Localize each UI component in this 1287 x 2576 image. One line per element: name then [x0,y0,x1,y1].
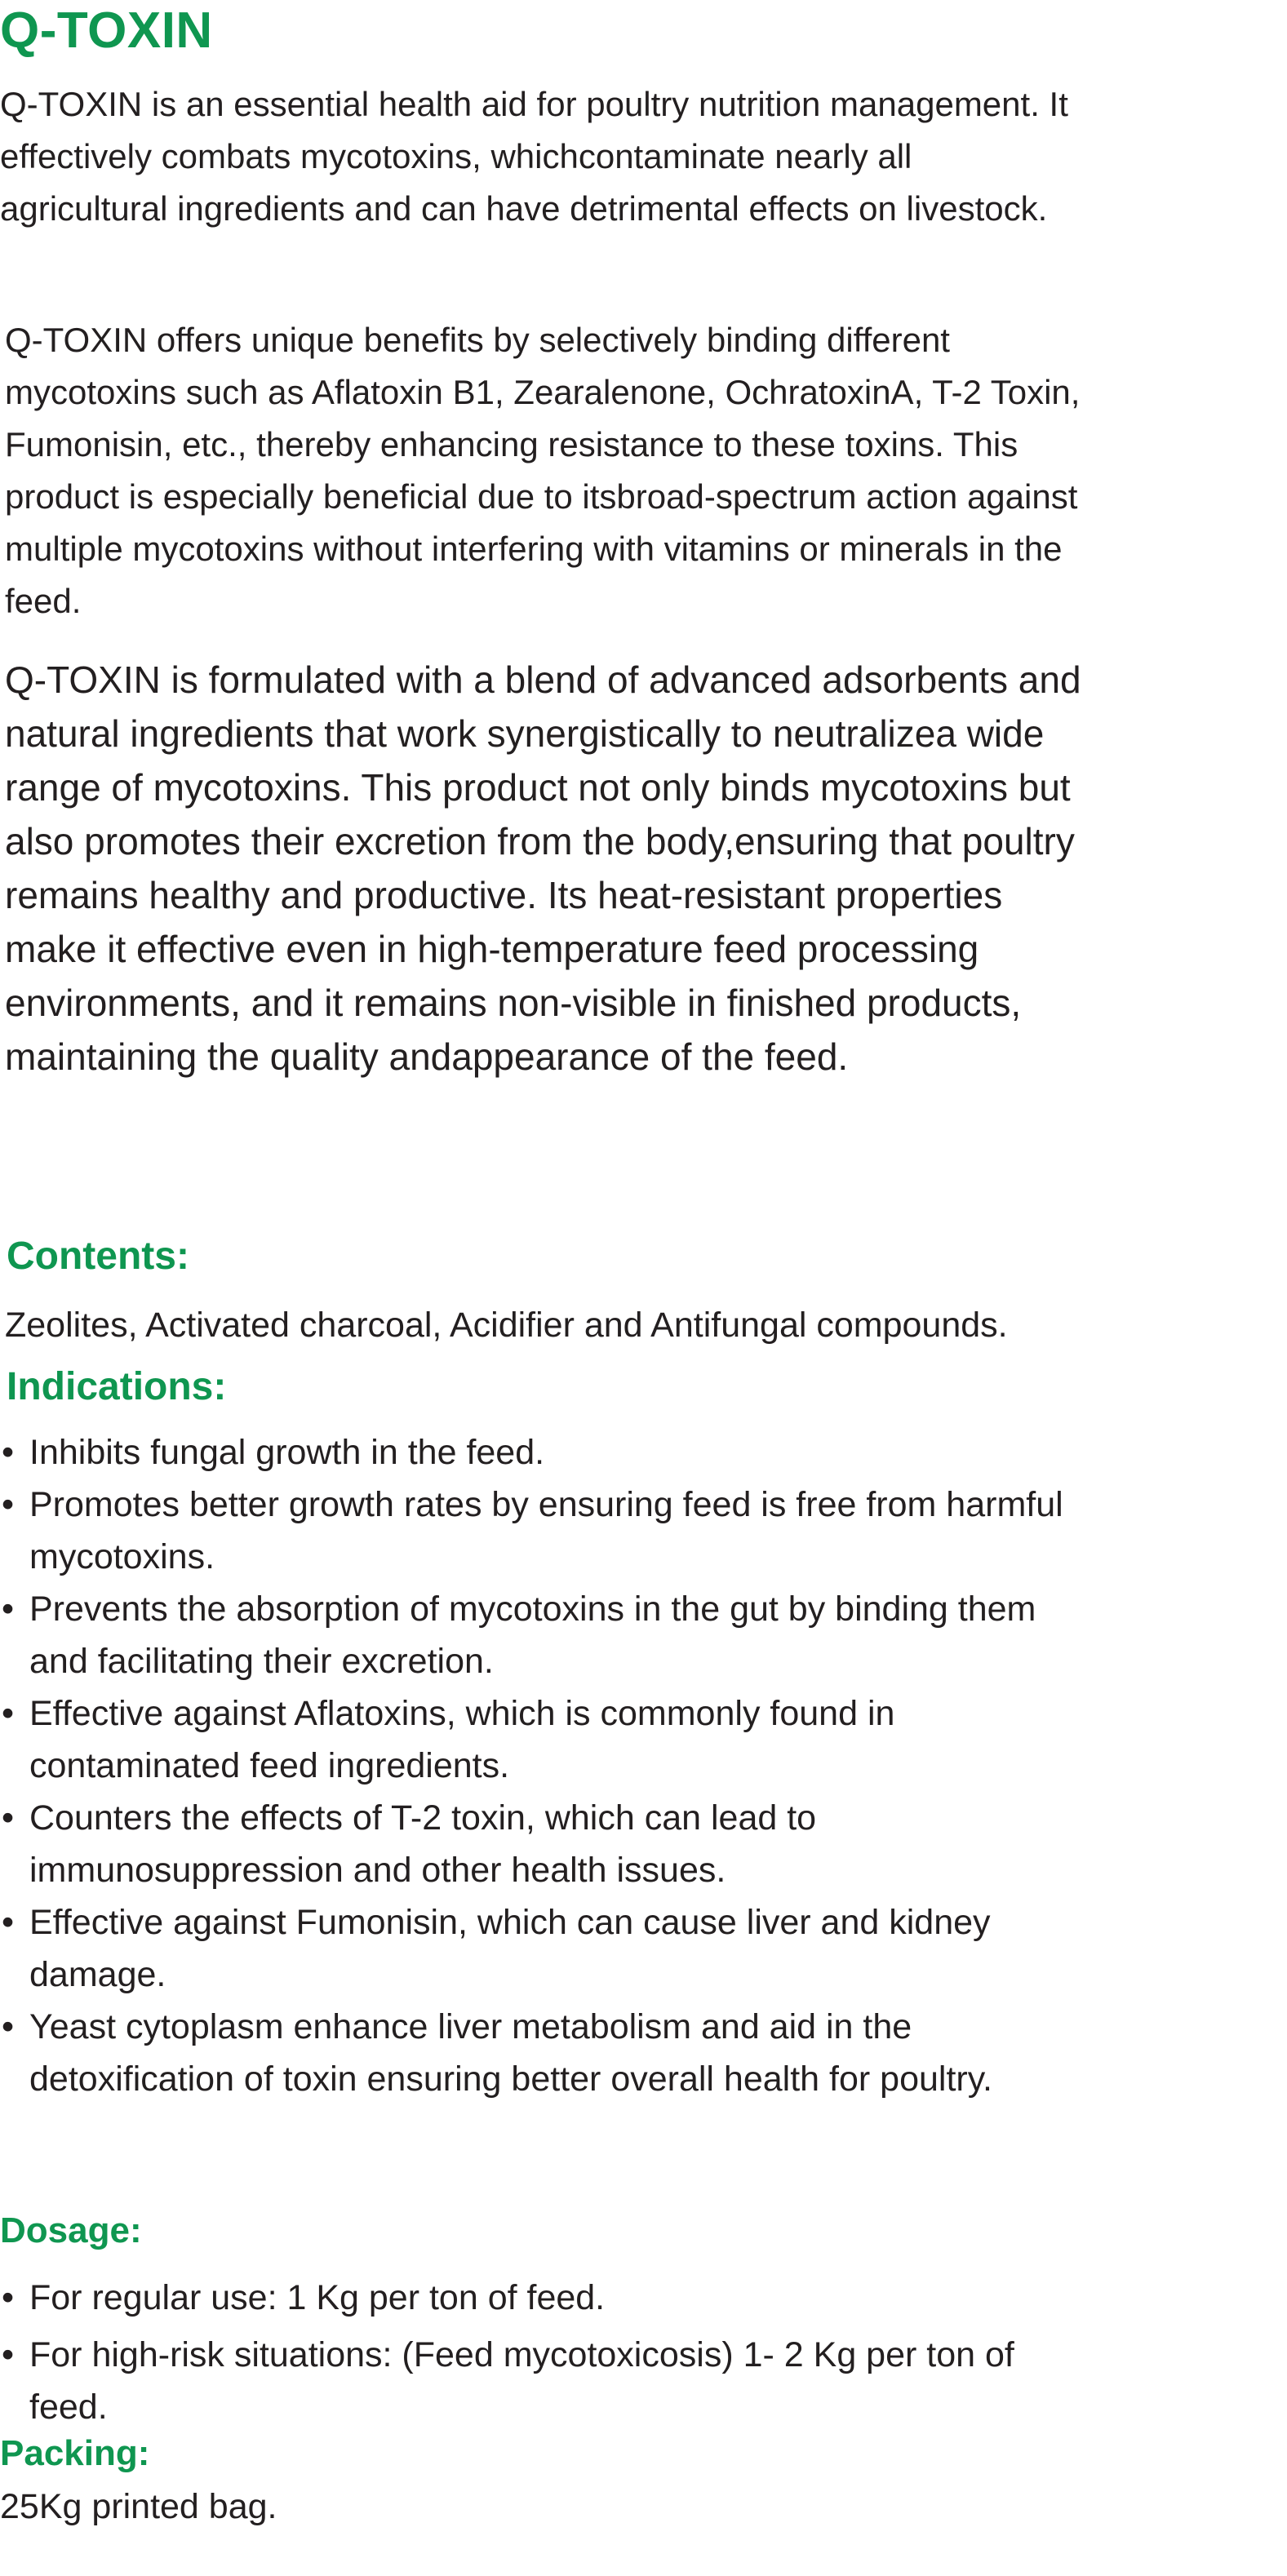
bullet-icon: • [2,1433,15,1472]
indication-text: Effective against Fumonisin, which can cause liver and kidney damage. [29,1903,991,1994]
description-paragraph-1: Q-TOXIN is an essential health aid for poultry nutrition management. It effectively combats mycotoxins, whichcontaminate nearly all agricultural ingredients and can have detrimental effects on livestock. [0,85,1068,228]
description-paragraph-3: Q-TOXIN is formulated with a blend of advanced adsorbents and natural ingredients that work synergistically to neutralizea wide range of mycotoxins. This product not only binds mycotoxins but also promotes their excretion from the body,ensuring that poultry remains healthy and productive. Its heat-resistant properties make it effective even in high-temperature feed processing environments, and it remains non-visible in finished products, maintaining the quality andappearance of the feed. [5,658,1081,1078]
dosage-heading: Dosage: [0,2210,142,2250]
dosage-text: For high-risk situations: (Feed mycotoxicosis) 1- 2 Kg per ton of feed. [29,2335,1014,2427]
indication-item [0,1687,1094,1792]
bullet-icon: • [2,1589,15,1629]
dosage-text: For regular use: 1 Kg per ton of feed. [29,2278,606,2317]
indication-item [0,1896,1094,2001]
bullet-icon: • [2,2335,15,2374]
packing-text: 25Kg printed bag. [0,2487,277,2526]
indication-text: Yeast cytoplasm enhance liver metabolism and aid in the detoxification of toxin ensuring better overall health for poultry. [29,2007,992,2099]
contents-text: Zeolites, Activated charcoal, Acidifier and Antifungal compounds. [5,1306,1008,1345]
indication-text: Counters the effects of T-2 toxin, which can lead to immunosuppression and other health issues. [29,1798,817,1890]
indication-item [0,1583,1094,1687]
indication-text: Promotes better growth rates by ensuring feed is free from harmful mycotoxins. [29,1485,1063,1576]
dosage-list [0,2272,1061,2438]
indication-text: Inhibits fungal growth in the feed. [29,1433,545,1472]
product-title: Q-TOXIN [0,2,213,59]
bullet-icon: • [2,1694,15,1733]
bullet-icon: • [2,2007,15,2046]
indication-item [0,1426,1094,1479]
packing-heading: Packing: [0,2433,150,2473]
dosage-item [0,2329,1061,2433]
bullet-icon: • [2,1798,15,1838]
bullet-icon: • [2,2278,15,2317]
indication-text: Effective against Aflatoxins, which is commonly found in contaminated feed ingredients. [29,1694,895,1785]
indication-item [0,1479,1094,1583]
indication-item [0,2001,1094,2105]
indication-item [0,1792,1094,1896]
contents-heading: Contents: [7,1235,189,1278]
indication-text: Prevents the absorption of mycotoxins in the gut by binding them and facilitating their excretion. [29,1589,1036,1681]
description-paragraph-2: Q-TOXIN offers unique benefits by selectively binding different mycotoxins such as Aflatoxin B1, Zearalenone, OchratoxinA, T-2 Toxin, Fumonisin, etc., thereby enhancing resistance to these toxins. This product is especially beneficial due to itsbroad-spectrum action against multiple mycotoxins without interfering with vitamins or minerals in the feed. [5,321,1081,620]
indications-list [0,1426,1094,2105]
bullet-icon: • [2,1903,15,1942]
dosage-item [0,2272,1061,2324]
bullet-icon: • [2,1485,15,1524]
indications-heading: Indications: [7,1365,227,1408]
